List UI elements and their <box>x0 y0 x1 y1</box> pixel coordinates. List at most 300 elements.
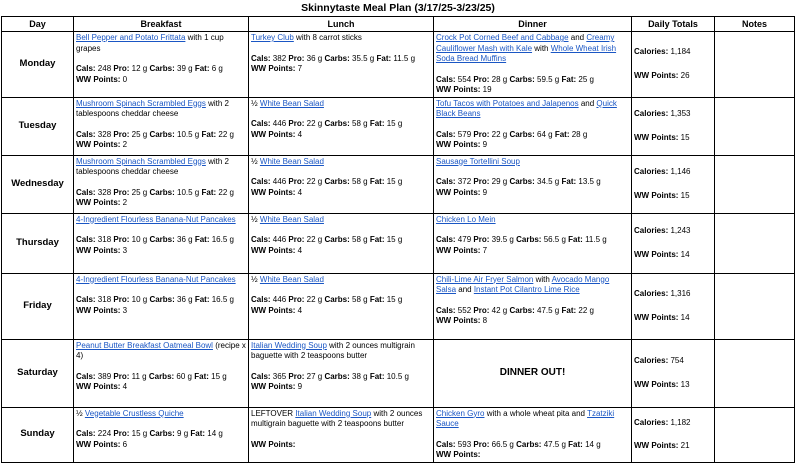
meal-prefix: ½ <box>251 156 260 166</box>
ww-value: 9 <box>297 382 303 391</box>
ww-line <box>436 188 629 199</box>
ww-total-value: 26 <box>680 70 690 80</box>
cals-value: 318 <box>97 295 112 304</box>
fat-value: 10.5 g <box>386 371 409 381</box>
dinner-cell <box>434 273 632 339</box>
nutrition-label: Pro: <box>113 295 130 304</box>
header-breakfast: Breakfast <box>74 17 249 32</box>
nutrition-label: Pro: <box>288 177 305 186</box>
recipe-link[interactable]: Italian Wedding Soup <box>295 408 372 418</box>
nutrition-label: WW Points: <box>251 382 296 391</box>
meal-detail: with 1 cup grapes <box>76 33 224 53</box>
totals-label: Calories: <box>634 47 669 57</box>
ww-value: 2 <box>122 198 128 207</box>
recipe-link[interactable]: Quick Black Beans <box>436 98 617 118</box>
breakfast-cell <box>74 32 249 98</box>
nutrition-label: WW Points: <box>251 305 296 315</box>
nutrition-label: Cals: <box>76 295 96 304</box>
recipe-link[interactable]: Bell Pepper and Potato Frittata <box>76 33 186 42</box>
nutrition-label: Carbs: <box>509 305 535 315</box>
nutrition-label: Carbs: <box>148 371 175 381</box>
calories-total <box>634 226 712 237</box>
recipe-link[interactable]: Whole Wheat Irish Soda Bread Muffins <box>436 43 617 63</box>
lunch-description <box>251 33 431 44</box>
cals-value: 479 <box>457 235 472 244</box>
nutrition-label: Fat: <box>369 177 385 186</box>
protein-value: 22 g <box>306 235 323 244</box>
ww-total-value: 13 <box>680 379 690 389</box>
nutrition-line <box>251 372 431 383</box>
lunch-cell <box>249 273 434 339</box>
nutrition-label: Cals: <box>436 235 456 244</box>
ww-value: 4 <box>297 187 303 197</box>
nutrition-line <box>436 177 629 188</box>
recipe-link[interactable]: Turkey Club <box>251 33 294 42</box>
nutrition-label: WW Points: <box>436 140 481 149</box>
breakfast-description <box>76 341 246 362</box>
lunch-cell <box>249 32 434 98</box>
nutrition-label: Carbs: <box>324 177 350 186</box>
fat-value: 11.5 g <box>393 53 416 63</box>
cals-value: 446 <box>272 235 287 244</box>
nutrition-label: Fat: <box>561 177 577 186</box>
totals-label: WW Points: <box>634 441 679 450</box>
notes-cell[interactable] <box>715 339 795 407</box>
header-daily-totals: Daily Totals <box>632 17 715 32</box>
lunch-description <box>251 157 431 168</box>
ww-line <box>76 440 246 451</box>
ww-total <box>634 71 712 82</box>
ww-value: 19 <box>482 85 492 94</box>
protein-value: 12 g <box>131 64 148 73</box>
meal-detail: with 8 carrot sticks <box>293 33 362 42</box>
calories-total <box>634 109 712 120</box>
nutrition-label: Cals: <box>251 53 271 63</box>
protein-value: 15 g <box>131 429 148 438</box>
nutrition-label: Fat: <box>201 129 217 139</box>
lunch-cell <box>249 407 434 462</box>
recipe-link[interactable]: White Bean Salad <box>259 214 324 224</box>
ww-total-value: 14 <box>680 249 690 259</box>
fat-value: 15 g <box>386 295 403 304</box>
nutrition-label: Fat: <box>369 119 385 128</box>
nutrition-label: Pro: <box>473 129 490 139</box>
table-row <box>2 155 795 213</box>
recipe-link[interactable]: Sausage Tortellini Soup <box>436 156 520 166</box>
ww-total <box>634 133 712 144</box>
protein-value: 22 g <box>491 129 508 139</box>
nutrition-label: Cals: <box>251 177 271 186</box>
protein-value: 25 g <box>131 129 148 139</box>
nutrition-label: Pro: <box>113 235 130 244</box>
protein-value: 22 g <box>306 177 323 186</box>
ww-line <box>251 188 431 199</box>
recipe-link[interactable]: Creamy Cauliflower Mash with Kale <box>436 33 615 53</box>
totals-label: Calories: <box>634 167 669 176</box>
carbs-value: 56.5 g <box>543 235 566 244</box>
ww-line <box>251 382 431 393</box>
fat-value: 22 g <box>218 129 234 139</box>
nutrition-line <box>76 64 246 75</box>
day-cell: Thursday <box>2 213 74 273</box>
breakfast-description <box>76 33 246 54</box>
protein-value: 27 g <box>306 371 323 381</box>
ww-total <box>634 250 712 261</box>
header-row <box>2 17 795 32</box>
notes-cell[interactable] <box>715 155 795 213</box>
totals-label: Calories: <box>634 356 669 365</box>
ww-line <box>251 130 431 141</box>
breakfast-description <box>76 215 246 226</box>
nutrition-line <box>76 372 246 383</box>
breakfast-cell <box>74 407 249 462</box>
nutrition-label: Pro: <box>113 64 130 73</box>
ww-line <box>436 140 629 151</box>
cals-value: 579 <box>457 129 472 139</box>
protein-value: 10 g <box>131 235 148 244</box>
carbs-value: 35.5 g <box>352 53 375 63</box>
nutrition-label: Carbs: <box>324 119 350 128</box>
header-lunch: Lunch <box>249 17 434 32</box>
nutrition-label: Carbs: <box>149 64 175 73</box>
totals-label: Calories: <box>634 289 669 298</box>
nutrition-label: Carbs: <box>149 429 175 438</box>
notes-cell[interactable] <box>715 97 795 155</box>
dinner-description <box>436 99 629 120</box>
fat-value: 22 g <box>578 305 594 315</box>
ww-value: 2 <box>122 140 128 149</box>
carbs-value: 34.5 g <box>537 177 560 186</box>
nutrition-label: Fat: <box>561 305 577 315</box>
dinner-cell <box>434 97 632 155</box>
protein-value: 42 g <box>491 305 508 315</box>
ww-line <box>76 306 246 317</box>
nutrition-label: Pro: <box>113 187 130 197</box>
nutrition-label: Fat: <box>568 235 583 244</box>
breakfast-cell <box>74 213 249 273</box>
nutrition-label: WW Points: <box>436 245 481 255</box>
recipe-link[interactable]: Mushroom Spinach Scrambled Eggs <box>76 98 206 108</box>
day-cell: Monday <box>2 32 74 98</box>
cals-value: 318 <box>97 235 112 244</box>
daily-totals-cell <box>632 407 715 462</box>
day-cell: Friday <box>2 273 74 339</box>
ww-line <box>436 85 629 96</box>
carbs-value: 36 g <box>177 295 193 304</box>
calories-total-value: 1,146 <box>670 167 691 176</box>
ww-line <box>251 64 431 75</box>
nutrition-label: WW Points: <box>76 305 121 315</box>
lunch-cell <box>249 155 434 213</box>
nutrition-label: Fat: <box>369 295 385 304</box>
nutrition-label: Cals: <box>436 129 456 139</box>
recipe-link[interactable]: Tofu Tacos with Potatoes and Jalapenos <box>436 98 579 108</box>
nutrition-label: Carbs: <box>516 235 542 244</box>
meal-plan-table <box>1 16 795 463</box>
header-day: Day <box>2 17 74 32</box>
nutrition-label: Cals: <box>76 429 96 438</box>
carbs-value: 58 g <box>352 119 368 128</box>
notes-cell[interactable] <box>715 273 795 339</box>
dinner-description <box>436 275 629 296</box>
recipe-link[interactable]: White Bean Salad <box>259 156 324 166</box>
fat-value: 13.5 g <box>578 177 601 186</box>
recipe-link[interactable]: 4-Ingredient Flourless Banana-Nut Pancakes <box>76 214 236 224</box>
protein-value: 10 g <box>131 295 148 304</box>
notes-cell[interactable] <box>715 407 795 462</box>
nutrition-line <box>251 54 431 65</box>
daily-totals-cell <box>632 32 715 98</box>
nutrition-label: Fat: <box>369 235 385 244</box>
recipe-link[interactable]: Avocado Mango Salsa <box>436 274 610 294</box>
nutrition-label: Pro: <box>113 129 130 139</box>
nutrition-label: Fat: <box>194 295 210 304</box>
breakfast-cell <box>74 273 249 339</box>
fat-value: 14 g <box>207 429 223 438</box>
nutrition-label: Carbs: <box>324 295 350 304</box>
meal-prefix: ½ <box>76 408 85 418</box>
recipe-link[interactable]: Tzatziki Sauce <box>436 408 615 428</box>
nutrition-label: Carbs: <box>516 439 542 449</box>
notes-cell[interactable] <box>715 32 795 98</box>
nutrition-label: WW Points: <box>76 382 121 391</box>
carbs-value: 60 g <box>176 371 192 381</box>
nutrition-label: Pro: <box>288 53 305 63</box>
recipe-link[interactable]: Italian Wedding Soup <box>251 340 327 350</box>
calories-total-value: 1,353 <box>670 109 691 118</box>
lunch-description <box>251 215 431 226</box>
cals-value: 224 <box>97 429 112 438</box>
dinner-cell <box>434 339 632 407</box>
ww-value: 4 <box>297 129 303 139</box>
meal-detail: and <box>578 98 597 108</box>
cals-value: 552 <box>457 305 472 315</box>
day-cell: Wednesday <box>2 155 74 213</box>
protein-value: 29 g <box>491 177 508 186</box>
lunch-description <box>251 275 431 286</box>
lunch-cell <box>249 213 434 273</box>
daily-totals-cell <box>632 97 715 155</box>
nutrition-label: Pro: <box>113 429 130 438</box>
meal-detail: with 2 tablespoons cheddar cheese <box>76 156 229 176</box>
nutrition-label: Carbs: <box>324 371 350 381</box>
dinner-description <box>436 409 629 430</box>
recipe-link[interactable]: Instant Pot Cilantro Lime Rice <box>473 285 580 294</box>
nutrition-label: WW Points: <box>76 198 121 207</box>
carbs-value: 10.5 g <box>177 129 200 139</box>
nutrition-label: Carbs: <box>149 129 175 139</box>
nutrition-label: Cals: <box>251 371 271 381</box>
ww-line <box>76 198 246 209</box>
nutrition-label: WW Points: <box>436 187 481 197</box>
ww-value: 8 <box>482 316 488 325</box>
carbs-value: 39 g <box>177 64 193 73</box>
protein-value: 36 g <box>306 53 323 63</box>
carbs-value: 47.5 g <box>537 305 560 315</box>
cals-value: 389 <box>97 371 112 381</box>
protein-value: 28 g <box>491 74 508 84</box>
dinner-cell <box>434 407 632 462</box>
totals-label: WW Points: <box>634 190 679 200</box>
recipe-link[interactable]: Crock Pot Corned Beef and Cabbage <box>436 33 569 42</box>
nutrition-line <box>436 306 629 317</box>
ww-value: 3 <box>122 245 128 255</box>
carbs-value: 59.5 g <box>537 74 560 84</box>
recipe-link[interactable]: Peanut Butter Breakfast Oatmeal Bowl <box>76 340 213 350</box>
carbs-value: 9 g <box>177 429 189 438</box>
recipe-link[interactable]: 4-Ingredient Flourless Banana-Nut Pancakes <box>76 274 236 284</box>
protein-value: 11 g <box>131 371 147 381</box>
recipe-link[interactable]: Chicken Gyro <box>436 408 485 418</box>
fat-value: 15 g <box>386 119 403 128</box>
totals-label: Calories: <box>634 109 669 118</box>
ww-value: 4 <box>297 305 303 315</box>
meal-detail: (recipe x 4) <box>76 340 246 360</box>
lunch-description <box>251 99 431 110</box>
recipe-link[interactable]: White Bean Salad <box>259 98 324 108</box>
nutrition-label: Pro: <box>288 119 305 128</box>
ww-total-value: 14 <box>680 312 690 322</box>
nutrition-label: Carbs: <box>509 129 535 139</box>
carbs-value: 58 g <box>352 295 368 304</box>
meal-prefix: ½ <box>251 98 260 108</box>
recipe-link[interactable]: Chicken Lo Mein <box>436 214 496 224</box>
nutrition-label: Pro: <box>473 235 490 244</box>
fat-value: 14 g <box>585 439 601 449</box>
ww-value: 3 <box>122 305 128 315</box>
nutrition-label: WW Points: <box>251 245 296 255</box>
nutrition-label: WW Points: <box>436 316 481 325</box>
nutrition-line <box>251 235 431 246</box>
ww-total-value: 15 <box>680 190 690 200</box>
nutrition-line <box>76 429 246 440</box>
nutrition-label: Carbs: <box>509 177 535 186</box>
breakfast-cell <box>74 339 249 407</box>
nutrition-label: Fat: <box>194 64 210 73</box>
nutrition-label: Fat: <box>376 53 392 63</box>
totals-label: Calories: <box>634 417 669 427</box>
daily-totals-cell <box>632 155 715 213</box>
notes-cell[interactable] <box>715 213 795 273</box>
nutrition-label: Fat: <box>568 439 583 449</box>
carbs-value: 58 g <box>352 235 368 244</box>
meal-detail: with 2 ounces multigrain baguette with 2 teaspoons butter <box>251 408 423 428</box>
table-row <box>2 213 795 273</box>
nutrition-label: Cals: <box>76 371 96 381</box>
cals-value: 248 <box>97 64 112 73</box>
ww-value: 7 <box>482 245 488 255</box>
ww-line <box>76 140 246 151</box>
nutrition-label: Cals: <box>76 235 96 244</box>
nutrition-line <box>251 295 431 306</box>
fat-value: 11.5 g <box>585 235 607 244</box>
fat-value: 6 g <box>211 64 223 73</box>
recipe-link[interactable]: Chili-Lime Air Fryer Salmon <box>436 274 534 284</box>
calories-total <box>634 418 712 429</box>
lunch-description <box>251 409 431 430</box>
meal-detail: and <box>456 285 474 294</box>
nutrition-line <box>76 235 246 246</box>
calories-total-value: 1,243 <box>670 226 691 235</box>
cals-value: 446 <box>272 295 287 304</box>
ww-line <box>76 75 246 86</box>
nutrition-label: Fat: <box>369 371 385 381</box>
nutrition-label: Cals: <box>436 177 456 186</box>
ww-total <box>634 380 712 391</box>
table-row <box>2 407 795 462</box>
calories-total <box>634 289 712 300</box>
calories-total <box>634 47 712 58</box>
carbs-value: 58 g <box>352 177 368 186</box>
fat-value: 22 g <box>218 187 234 197</box>
nutrition-label: Pro: <box>473 439 490 449</box>
protein-value: 66.5 g <box>491 439 514 449</box>
ww-value: 4 <box>297 245 303 255</box>
day-cell: Saturday <box>2 339 74 407</box>
nutrition-label: Fat: <box>194 235 210 244</box>
nutrition-label: WW Points: <box>251 64 296 73</box>
lunch-cell <box>249 339 434 407</box>
meal-detail: with 2 tablespoons cheddar cheese <box>76 98 229 118</box>
nutrition-line <box>436 130 629 141</box>
meal-detail: and <box>568 33 587 42</box>
nutrition-label: WW Points: <box>76 74 121 84</box>
nutrition-label: Carbs: <box>149 187 175 197</box>
cals-value: 365 <box>272 371 287 381</box>
meal-detail: with <box>532 43 551 53</box>
ww-total-value: 15 <box>680 132 690 142</box>
fat-value: 28 g <box>571 129 588 139</box>
ww-value: 9 <box>482 140 488 149</box>
cals-value: 593 <box>457 439 472 449</box>
nutrition-label: WW Points: <box>251 187 296 197</box>
ww-value: 4 <box>122 382 128 391</box>
totals-label: WW Points: <box>634 249 679 259</box>
totals-label: Calories: <box>634 226 669 235</box>
calories-total <box>634 167 712 178</box>
nutrition-label: Fat: <box>554 129 570 139</box>
recipe-link[interactable]: Mushroom Spinach Scrambled Eggs <box>76 156 206 166</box>
protein-value: 22 g <box>306 295 323 304</box>
nutrition-label: Carbs: <box>149 295 175 304</box>
nutrition-line <box>76 295 246 306</box>
nutrition-label: Fat: <box>190 429 206 438</box>
ww-value: 0 <box>122 74 128 84</box>
day-cell: Tuesday <box>2 97 74 155</box>
nutrition-label: Fat: <box>194 371 209 381</box>
fat-value: 15 g <box>211 371 227 381</box>
nutrition-label: Fat: <box>561 74 577 84</box>
cals-value: 446 <box>272 177 287 186</box>
calories-total <box>634 356 712 367</box>
table-row <box>2 97 795 155</box>
nutrition-label: Fat: <box>201 187 217 197</box>
nutrition-label: Cals: <box>76 64 96 73</box>
ww-line <box>76 382 246 393</box>
meal-detail: with 2 ounces multigrain baguette with 2 teaspoons butter <box>251 340 415 360</box>
ww-line <box>251 440 431 451</box>
nutrition-line <box>251 119 431 130</box>
page-title: Skinnytaste Meal Plan (3/17/25-3/23/25) <box>301 2 495 14</box>
recipe-link[interactable]: White Bean Salad <box>259 274 324 284</box>
dinner-description <box>436 215 629 226</box>
recipe-link[interactable]: Vegetable Crustless Quiche <box>84 408 184 418</box>
nutrition-label: Cals: <box>436 74 456 84</box>
meal-prefix: ½ <box>251 214 260 224</box>
cals-value: 382 <box>272 53 287 63</box>
dinner-cell <box>434 155 632 213</box>
ww-line <box>76 246 246 257</box>
